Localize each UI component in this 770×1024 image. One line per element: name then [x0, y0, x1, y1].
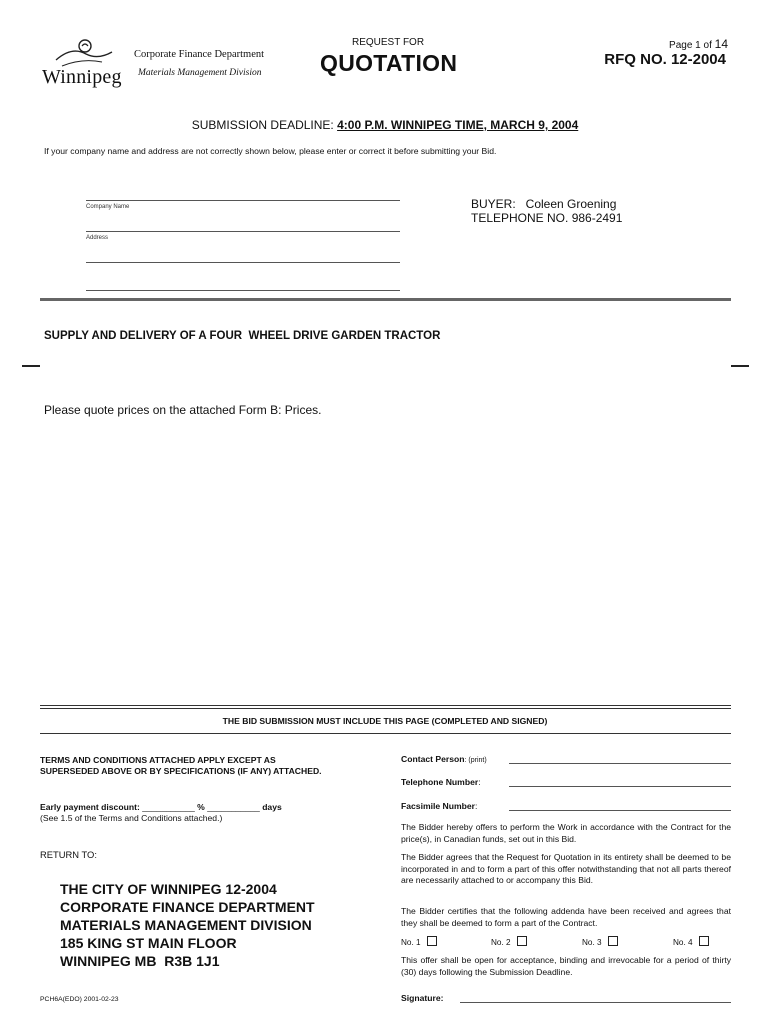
bidder-offer-text: The Bidder hereby offers to perform the Work in accordance with the Contract for the price(s), in Canadian funds, set out in this Bid.	[401, 822, 731, 844]
addendum-3-label: No. 3	[582, 938, 602, 947]
division-name: Materials Management Division	[138, 68, 262, 78]
margin-mark-right	[731, 365, 749, 367]
return-address	[60, 880, 315, 970]
days-label: days	[262, 802, 282, 812]
buyer-name: BUYER: Coleen Groening	[471, 197, 617, 211]
project-title: SUPPLY AND DELIVERY OF A FOUR WHEEL DRIVE GARDEN TRACTOR	[44, 330, 441, 342]
page-total: 14	[714, 37, 728, 51]
contact-person-label: Contact Person	[401, 754, 465, 764]
addendum-1	[401, 936, 437, 947]
discount-note: (See 1.5 of the Terms and Conditions attached.)	[40, 813, 223, 823]
company-name-line[interactable]	[86, 200, 400, 201]
bidder-agreement-text: The Bidder agrees that the Request for Quotation in its entirety shall be deemed to be incorporated in and to form a part of this offer notwithstanding that not all parts thereof are necessarily attached to or accompany this Bid.	[401, 852, 731, 885]
banner-rule-top-2	[40, 708, 731, 709]
signature-field[interactable]	[460, 1002, 731, 1003]
return-address-line-3: MATERIALS MANAGEMENT DIVISION	[60, 917, 312, 933]
addendum-1-label: No. 1	[401, 938, 421, 947]
facsimile-label: Facsimile Number	[401, 801, 476, 811]
return-address-line-1: THE CITY OF WINNIPEG 12-2004	[60, 881, 277, 897]
department-name: Corporate Finance Department	[134, 49, 265, 60]
contact-person-row	[401, 754, 487, 764]
addendum-2	[491, 936, 527, 947]
request-for-label: REQUEST FOR	[352, 37, 425, 48]
return-address-line-2: CORPORATE FINANCE DEPARTMENT	[60, 899, 315, 915]
addendum-3-checkbox[interactable]	[608, 936, 618, 946]
document-title: QUOTATION	[320, 50, 458, 76]
address-line-3[interactable]	[86, 290, 400, 291]
return-address-line-5: WINNIPEG MB R3B 1J1	[60, 953, 220, 969]
submission-banner: THE BID SUBMISSION MUST INCLUDE THIS PAGE (COMPLETED AND SIGNED)	[222, 716, 548, 726]
validity-text: This offer shall be open for acceptance, binding and irrevocable for a period of thirty (30) days following the Submission Deadline.	[401, 955, 731, 977]
buyer-telephone: TELEPHONE NO. 986-2491	[471, 211, 623, 225]
rfq-number: RFQ NO. 12-2004	[604, 51, 726, 68]
quote-instruction: Please quote prices on the attached Form B: Prices.	[44, 403, 322, 417]
addendum-4-label: No. 4	[673, 938, 693, 947]
page-prefix: Page 1 of	[669, 40, 712, 51]
addendum-4	[673, 936, 709, 947]
telephone-suffix: :	[478, 777, 481, 787]
telephone-label: Telephone Number	[401, 777, 479, 787]
terms-notice	[40, 755, 322, 777]
return-address-line-4: 185 KING ST MAIN FLOOR	[60, 935, 237, 951]
discount-label: Early payment discount:	[40, 802, 140, 812]
facsimile-suffix: :	[475, 801, 478, 811]
address-line-2[interactable]	[86, 262, 400, 263]
page-number	[669, 37, 728, 51]
correction-instruction: If your company name and address are not correctly shown below, please enter or correct it before submitting your Bid.	[44, 146, 497, 156]
addenda-row	[401, 936, 731, 948]
addendum-1-checkbox[interactable]	[427, 936, 437, 946]
section-divider	[40, 298, 731, 301]
signature-label: Signature:	[401, 993, 444, 1003]
address-label: Address	[86, 235, 109, 241]
addendum-2-label: No. 2	[491, 938, 511, 947]
percent-sign: %	[197, 802, 205, 812]
company-name-label: Company Name	[86, 204, 130, 210]
discount-days-field[interactable]: ___________	[207, 802, 260, 812]
logo-text: Winnipeg	[42, 66, 122, 88]
addendum-2-checkbox[interactable]	[517, 936, 527, 946]
terms-line-1: TERMS AND CONDITIONS ATTACHED APPLY EXCEPT AS	[40, 755, 276, 765]
discount-percent-field[interactable]: ___________	[142, 802, 195, 812]
facsimile-field[interactable]	[509, 810, 731, 811]
submission-deadline	[0, 118, 770, 132]
city-logo	[42, 38, 126, 94]
contact-person-suffix: : (print)	[464, 757, 487, 764]
facsimile-row	[401, 801, 477, 811]
telephone-row	[401, 777, 481, 787]
addendum-3	[582, 936, 618, 947]
bidder-addenda-text: The Bidder certifies that the following addenda have been received and agrees that they shall be deemed to form a part of the Contract.	[401, 906, 731, 928]
terms-line-2: SUPERSEDED ABOVE OR BY SPECIFICATIONS (IF ANY) ATTACHED.	[40, 766, 322, 776]
telephone-field[interactable]	[509, 786, 731, 787]
return-to-label: RETURN TO:	[40, 849, 97, 860]
early-payment-discount	[40, 802, 282, 812]
contact-person-field[interactable]	[509, 763, 731, 764]
deadline-label: SUBMISSION DEADLINE:	[191, 118, 334, 132]
form-code: PCH6A(EDO) 2001-02-23	[40, 996, 119, 1003]
address-line-1[interactable]	[86, 231, 400, 232]
margin-mark-left	[22, 365, 40, 367]
banner-rule-bottom	[40, 733, 731, 734]
addendum-4-checkbox[interactable]	[699, 936, 709, 946]
deadline-value: 4:00 P.M. WINNIPEG TIME, MARCH 9, 2004	[337, 118, 579, 132]
banner-rule-top-1	[40, 705, 731, 706]
